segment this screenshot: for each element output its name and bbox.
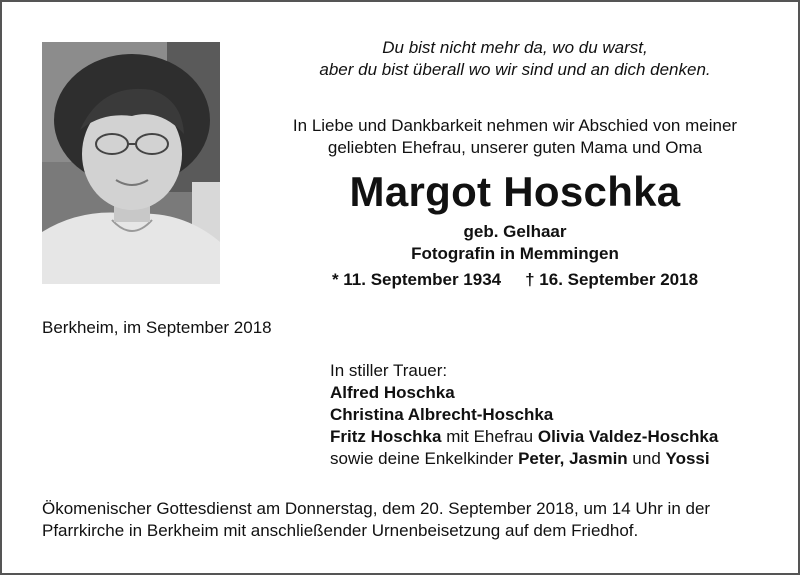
grandchildren-text: sowie deine Enkelkinder [330,449,519,468]
mourner-spouse: Olivia Valdez-Hoschka [537,427,719,446]
death-date: † 16. September 2018 [525,270,699,289]
mourner-line [330,426,718,448]
grandchildren-line [330,448,718,470]
mourner-connector: mit Ehefrau [441,427,538,446]
mourners-list [330,360,718,470]
mourner-name: Fritz Hoschka [330,427,442,446]
birth-name: geb. Gelhaar [463,222,567,241]
birth-date: * 11. September 1934 [331,270,502,289]
memorial-quote [260,37,770,81]
portrait-photo [42,42,220,284]
service-line-1: Ökomenischer Gottesdienst am Donnerstag, dem 20. September 2018, um 14 Uhr in der [42,499,711,518]
intro-line-1: In Liebe und Dankbarkeit nehmen wir Abschied von meiner [292,116,738,135]
place-date: Berkheim, im September 2018 [42,318,272,337]
grandchildren-and: und [627,449,666,468]
deceased-name: Margot Hoschka [349,168,681,215]
service-line-2: Pfarrkirche in Berkheim mit anschließender Urnenbeisetzung auf dem Friedhof. [42,521,639,540]
intro-line-2: geliebten Ehefrau, unserer guten Mama und Oma [327,138,703,157]
farewell-intro [260,115,770,159]
mourner-name: Alfred Hoschka [330,383,455,402]
quote-line-1: Du bist nicht mehr da, wo du warst, [382,38,648,57]
service-info [42,498,782,542]
grandchildren-names: Peter, Jasmin [518,449,628,468]
mourners-heading: In stiller Trauer: [330,361,448,380]
quote-line-2: aber du bist überall wo wir sind und an dich denken. [319,60,711,79]
mourner-name: Christina Albrecht-Hoschka [330,405,554,424]
grandchild-name: Yossi [665,449,710,468]
occupation: Fotografin in Memmingen [411,244,619,263]
life-dates [260,269,770,291]
